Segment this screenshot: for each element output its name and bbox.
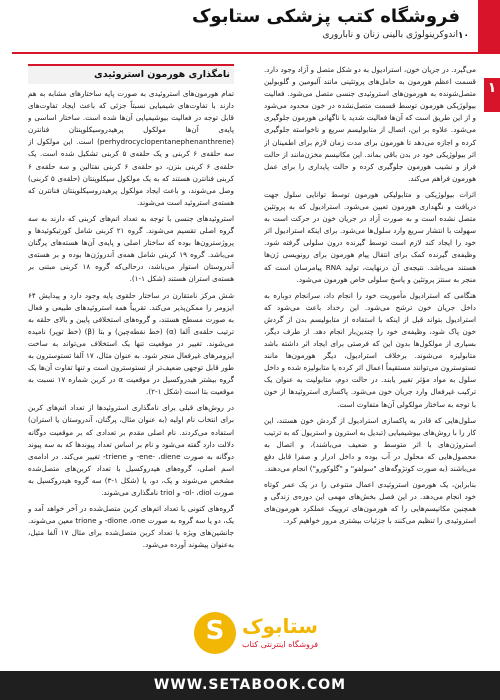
chapter-tab-number: ۱ [487, 80, 497, 96]
paragraph: می‌گیرد. در جریان خون، استرادیول به دو شکل متصل و آزاد وجود دارد. قسمت اعظم هورمون به حامل‌های پروتئینی مانند آلبومین و گلوبولین متصل‌شونده به هورمون‌های استروئیدی جنسی متصل می‌شود. فعالیت بیولوژیکی هورمون توسط قسمت متصل‌نشده در خون محدود می‌شود و از این طریق است که آن‌ها فعالیت شدید با ناگهانی هورمون جلوگیری می‌شود. علاوه بر این، اتصال از متابولیسم سریع و ناخواسته جلوگیری کرده و اجازه می‌دهد تا هورمون برای مدت زمان لازم برای اطمینان از اثر بیولوژیکی خود در بدن باقی بماند. این مکانیسم مخزن‌مانند از حالت فراز و نشیب هورمون جلوگیری کرده و حالت پایداری را برای عمل هورمون فراهم می‌کند. [264, 65, 476, 183]
logo-mark-glyph: S [205, 616, 225, 646]
paragraph: در روش‌های قبلی برای نامگذاری استروئیدها از تعداد اتم‌های کربن برای انتخاب نام اولیه (به عنوان مثال، پرگنان، آندروستان یا استران) استفاده می‌کردند. نام اصلی مقدم بر تعدادی که بر موقعیت دوگانه دلالت دارد گفته می‌شود و نام بر اساس تعداد پیوند‌ها که به سه پیوند دوگانه به صورت ene- ،diene- و triene- تغییر می‌کند. در ادامه‌ی اسم اصلی، گروه‌های هیدروکسیل با تعداد کربن‌های متصل‌شده مشخص می‌شوند و یک، دو، یا (شکل ۱-۳) سه گروه هیدروکسیل به صورت ol- ،diol- و triol نامگذاری می‌شوند. [28, 403, 234, 497]
header-title: فروشگاه کتب پزشکی ستابوک [191, 6, 460, 27]
paragraph: تمام هورمون‌های استروئیدی به صورت پایه ساختارهای مشابه به هم دارند با تفاوت‌های شیمیایی نسبتاً جزئی که باعث ایجاد تفاوت‌های قابل توجه در فعالیت بیوشیمیایی آن‌ها شده است. ساختار اساسی و پایه‌ی آن‌ها مولکول پرهیدروسیکلوپنتان فنانترن (perhydrocyclopentanephenanthrene) است. این مولکول از سه حلقه‌ی ۶ کربنی و یک حلقه‌ی ۵ کربنی تشکیل شده است. یک حلقه‌ی ۶ کربنی بنزن، دو حلقه‌ی ۶ کربنی نفتالین و سه حلقه‌ی ۶ کربنی فنانترن هستند که به یک مولکول سیکلوپنتان (حلقه‌ی ۵ کربنی) وصل می‌شوند، و باعث ایجاد مولکول پرهیدروسیکلوپنتان فنانترن که هسته‌ی استروئید است می‌شوند. [28, 89, 234, 207]
right-column [264, 64, 476, 531]
page-number: ۱۰ [458, 31, 469, 41]
footer-url[interactable]: WWW.SETABOOK.COM [153, 677, 347, 693]
paragraph: گروه‌های کتونی با تعداد اتم‌های کربن متصل‌شده در آخر خواهد آمد و یک، دو یا سه گروه به صورت dione ،one- و trione معین می‌شوند. جانشین‌های ویژه با تعداد کربن متصل‌شده برای مثال ۱۷ آلفا متیل، به‌عنوان پیشوند آورده می‌شود. [28, 504, 234, 550]
setabook-logo [112, 612, 382, 658]
header-divider [12, 52, 500, 54]
paragraph: شش مرکز نامتقارن در ساختار حلقوی پایه وجود دارد و پیدایش ۶۴ ایزومر را ممکن‌پذیر می‌کند. تقریباً همه استروئیدهای طبیعی و فعال به صورت مسطح هستند، و گروه‌های استخلافی پایین و بالای حلقه به ترتیب حلقه‌ی آلفا (α) (خط نقطه‌چین) و بتا (β) (خط توپر) نامیده می‌شوند. تغییر در موقعیت تنها یک استخلاف می‌تواند به ساخت ایزومرهای غیرفعال منجر شود. به عنوان مثال، ۱۷ آلفا تستوسترون به طور قابل توجهی ضعیف‌تر از تستوسترون است و تنها تفاوت آن‌ها یک گروه بیشتر هیدروکسیل در موقعیت α در کربن شماره ۱۷ نسبت به موقعیت بتا است (شکل ۱-۲). [28, 290, 234, 397]
page-header [0, 0, 500, 52]
logo-name: ستابوک [242, 614, 318, 638]
header-subtitle: اندوکرینولوژی بالینی زنان و ناباروری [322, 30, 458, 40]
paragraph: سلول‌هایی که قادر به پاکسازی استرادیول از گردش خون هستند، این کار را با روش‌های بیوشیمیایی (تبدیل به استرون و استریول که به ترتیب استروژن‌های با اثر متوسط و ضعیف می‌باشند)، و اتصال به محصول‌هایی که محلول در آب بوده و داخل ادرار و صفرا قابل دفع می‌باشند (به صورت کونژوگه‌های "سولفو" و "گلوکورو") انجام می‌دهند. [264, 415, 476, 473]
paragraph: اثرات بیولوژیکی و متابولیکی هورمون توسط توانایی سلول جهت دریافت و نگهداری هورمون تعیین می‌شود. استرادیول که به پروتئین متصل نشده است و به صورت آزاد در جریان خون در حرکت است به سهولت با انتشار سریع وارد سلول‌ها می‌شود. برای اینکه استرادیول اثر خود را ایجاد کند لازم است توسط گیرنده درون سلولی گرفته شود. وظیفه‌ی گیرنده کمک برای انتقال پیام هورمون برای رونویسی ژن‌ها هستند می‌باشد. نتیجه‌ی آن درنهایت، تولید RNA پیامرسان است که منجر به سنتز پروتئین و پاسخ سلولی خاص هورمون می‌شود. [264, 189, 476, 284]
section-title-text: نامگذاری هورمون استروئیدی [94, 69, 230, 80]
section-title [28, 64, 234, 84]
left-column [28, 88, 234, 555]
paragraph: استروئیدهای جنسی با توجه به تعداد اتم‌های کربنی که دارند به سه گروه اصلی تقسیم می‌شوند. گروه ۲۱ کربنی شامل کورتیکوئیدها و پروژسترون‌ها بوده که ساختار اصلی و پایه‌ی آن‌ها هسته‌های پرگنان می‌باشد. گروه ۱۹ کربنی شامل همه‌ی آندروژن‌ها بوده و بر هسته‌ی آندروستان استوار می‌باشد، درحالی‌که گروه ۱۸ کربنی مبتنی بر هسته‌ی استران هستند (شکل ۱-۱). [28, 213, 234, 284]
logo-tagline: فروشگاه اینترنتی کتاب [242, 640, 319, 649]
paragraph: بنابراین، یک هورمون استروئیدی اعمال متنوعی را در یک عمر کوتاه خود انجام می‌دهد. در این فصل بخش‌های مهمی این دوره‌ی زندگی و همچنین مکانیسم‌هایی را که هورمون‌های تروپیک عملکرد هورمون‌های استروئیدی را تنظیم می‌کنند با جزئیات بیشتری مرور خواهیم کرد. [264, 480, 476, 526]
paragraph: هنگامی که استرادیول مأموریت خود را انجام داد، سرانجام دوباره به داخل جریان خون ترشح می‌شود. این رخداد باعث می‌شود که استرادیول بتواند قبل از اینکه با استفاده از متابولیسم بدن از گردش خون پاک شود، وظیفه‌ی خود را چندین‌بار انجام دهد. از طرف دیگر، بسیاری از مولکول‌ها بدون این که فرصتی برای ایجاد اثر داشته باشد متابولیزه می‌شوند. برخلاف استرادیول، دیگر هورمون‌ها مانند تستوسترون می‌توانند مستقیماً اعمال اثر کرده یا متابولیزه شده و داخل سلول به مواد مؤثر تغییر یابند. در حالت دوم، متابولیت به عنوان یک ترکیب غیرفعال وارد جریان خون می‌شود. پاکسازی استروئیدها از خون با توجه به ساختار مولکولی آن‌ها متفاوت است. [264, 290, 476, 409]
header-accent-bar [478, 0, 500, 52]
